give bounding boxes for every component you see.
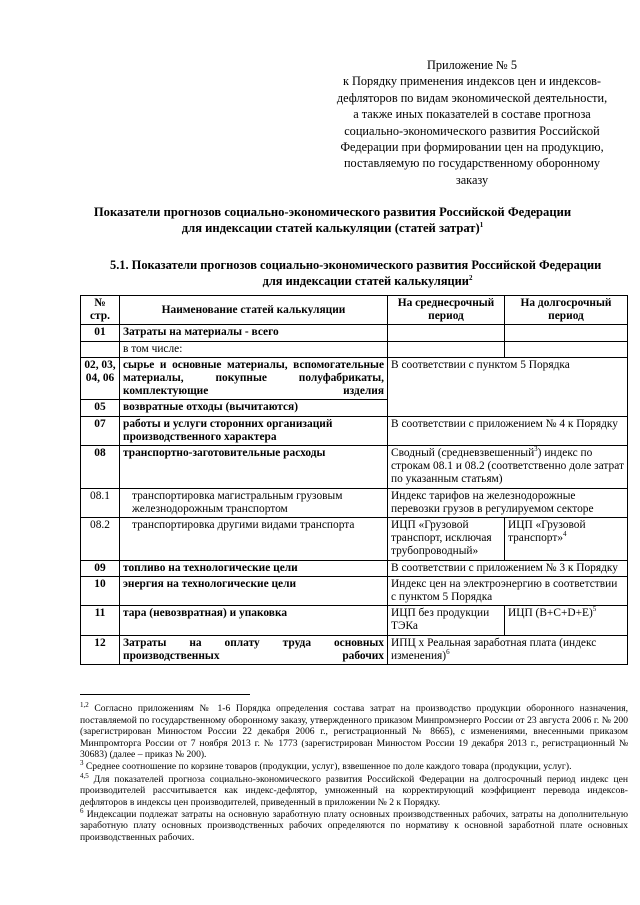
table-header-row (81, 296, 628, 325)
footnote (80, 806, 628, 844)
table-row (81, 518, 628, 561)
footnote-mark: 4,5 (80, 771, 89, 780)
table-row (81, 560, 628, 576)
row-name: транспортно-заготовительные расходы (120, 446, 388, 489)
row-num (81, 341, 120, 357)
row-long (505, 341, 628, 357)
row-num: 01 (81, 325, 120, 341)
annex-line: к Порядку применения индексов цен и индексов- (342, 74, 602, 89)
row-num: 02, 03, 04, 06 (81, 357, 120, 400)
footnote-ref: 1 (479, 220, 484, 229)
title-line-1: Показатели прогнозов социально-экономического развития Российской Федерации (93, 205, 572, 219)
section-title (110, 258, 625, 289)
section-title-line-1: 5.1. Показатели прогнозов социально-экономического развития Российской Федерации (110, 258, 602, 272)
footnote (80, 771, 628, 809)
annex-line: поставляемую по государственному оборонному (343, 156, 601, 171)
row-name: тара (невозвратная) и упаковка (120, 606, 388, 635)
table-row (81, 576, 628, 605)
footnotes (80, 700, 628, 844)
row-num: 09 (81, 560, 120, 576)
row-num: 11 (81, 606, 120, 635)
row-mid (388, 341, 505, 357)
footnote (80, 700, 628, 761)
row-num: 08.2 (81, 518, 120, 561)
header-mid: На среднесрочный период (388, 296, 505, 325)
table-row (81, 446, 628, 489)
row-indicator: В соответствии с пунктом 5 Порядка (388, 357, 628, 416)
footnote (80, 761, 628, 773)
row-num: 08.1 (81, 488, 120, 517)
indicator-text: ) индекс по строкам 08.1 и 08.2 (соответственно доле затрат по указанным статьям) (391, 447, 624, 486)
footnote-mark: 1,2 (80, 700, 89, 709)
annex-line: социально-экономического развития Российской (344, 123, 600, 138)
footnote-ref: 4 (563, 530, 567, 539)
indicator-text: ИЦП «Грузовой транспорт» (508, 519, 586, 545)
footnote-text: Индексации подлежат затраты на основную заработную плату основных производственных рабочих, затраты на дополнительную заработную плату основных производственных рабочих определяются по нормативу к основной заработной плате основных производственных рабочих. (80, 808, 628, 844)
footnote-ref: 5 (592, 605, 597, 614)
row-name: транспортировка другими видами транспорта (120, 518, 388, 561)
footnote-mark: 6 (80, 806, 84, 815)
row-name: Затраты на материалы - всего (120, 325, 388, 341)
row-name: Затраты на оплату труда основных производственных рабочих (120, 635, 388, 664)
row-num: 08 (81, 446, 120, 489)
annex-line: Федерации при формировании цен на продукцию, (340, 140, 604, 155)
indicator-text: ИЦП (В+С+D+Е) (508, 607, 593, 620)
row-num: 12 (81, 635, 120, 664)
table-row (81, 357, 628, 400)
footnote-text: Для показателей прогноза социально-экономического развития Российской Федерации на долгосрочный период индекс цен производителей рассчитывается как индекс-дефлятор, умноженный на корректирующий коэффициент перевода индексов-дефляторов в индексы цен производителей, приведенный в приложении № 2 к Порядку. (80, 773, 628, 808)
row-name: топливо на технологические цели (120, 560, 388, 576)
row-indicator: В соответствии с приложением № 3 к Порядку (388, 560, 628, 576)
document-title (40, 204, 625, 236)
row-long (505, 518, 628, 561)
row-name: транспортировка магистральным грузовым железнодорожным транспортом (120, 488, 388, 517)
row-indicator: Индекс тарифов на железнодорожные перевозки грузов в регулируемом секторе (388, 488, 628, 517)
footnote-text: Согласно приложениям № 1-6 Порядка определения состава затрат на производство продукции оборонного назначения, поставляемой по государственному оборонному заказу, утвержденного приказом Минпромэнерго России от 23 августа 2006 г. № 200 (зарегистрирован Минюстом России 22 декабря 2006 г., регистрационный № 8665), с изменениями, внесенными приказом Минпромторга России от 7 ноября 2013 г. № 1773 (зарегистрирован Минюстом России 19 декабря 2013 г., регистрационный № 30683) (далее – приказ № 200). (80, 703, 628, 761)
indices-table (80, 295, 628, 665)
table-row (81, 488, 628, 517)
row-indicator: В соответствии с приложением № 4 к Порядку (388, 416, 628, 445)
annex-line: Приложение № 5 (426, 58, 518, 72)
row-indicator: Индекс цен на электроэнергию в соответствии с пунктом 5 Порядка (388, 576, 628, 605)
indicator-text: Сводный (средневзвешенный (391, 447, 535, 460)
footnote-ref: 6 (446, 648, 450, 657)
footnote-ref: 3 (534, 445, 538, 454)
row-num: 10 (81, 576, 120, 605)
row-name: энергия на технологические цели (120, 576, 388, 605)
row-name: работы и услуги сторонних организаций производственного характера (120, 416, 388, 445)
row-name: возвратные отходы (вычитаются) (120, 400, 388, 416)
footnote-mark: 3 (80, 759, 84, 768)
table-row (81, 606, 628, 635)
row-num: 07 (81, 416, 120, 445)
row-mid: ИЦП без продукции ТЭКа (388, 606, 505, 635)
annex-line: а также иных показателей в составе прогноза (353, 107, 591, 122)
table-row (81, 341, 628, 357)
footnote-text: Среднее соотношение по корзине товаров (продукции, услуг), взвешенное по доле каждого товара (продукции, услуг). (83, 761, 572, 773)
footnote-divider (80, 694, 250, 695)
row-indicator (388, 446, 628, 489)
table-row (81, 325, 628, 341)
annex-header (322, 57, 622, 188)
section-title-line-2: для индексации статей калькуляции (262, 273, 469, 288)
row-long (505, 606, 628, 635)
title-line-2: для индексации статей калькуляции (статей затрат) (181, 221, 480, 235)
row-num: 05 (81, 400, 120, 416)
row-indicator (388, 635, 628, 664)
footnote-ref: 2 (468, 273, 473, 282)
indicator-text: ИПЦ х Реальная заработная плата (индекс изменения) (391, 636, 597, 662)
header-long: На долгосрочный период (505, 296, 628, 325)
header-name: Наименование статей калькуляции (120, 296, 388, 325)
row-name: в том числе: (120, 341, 388, 357)
header-num: № стр. (81, 296, 120, 325)
annex-line: заказу (455, 172, 489, 187)
row-mid: ИЦП «Грузовой транспорт, исключая трубопроводный» (388, 518, 505, 561)
table-row (81, 416, 628, 445)
row-name: сырье и основные материалы, вспомогательные материалы, покупные полуфабрикаты, комплектующие изделия (120, 357, 388, 400)
table-row (81, 635, 628, 664)
row-long (505, 325, 628, 341)
annex-line: дефляторов по видам экономической деятельности, (336, 90, 608, 105)
row-mid (388, 325, 505, 341)
